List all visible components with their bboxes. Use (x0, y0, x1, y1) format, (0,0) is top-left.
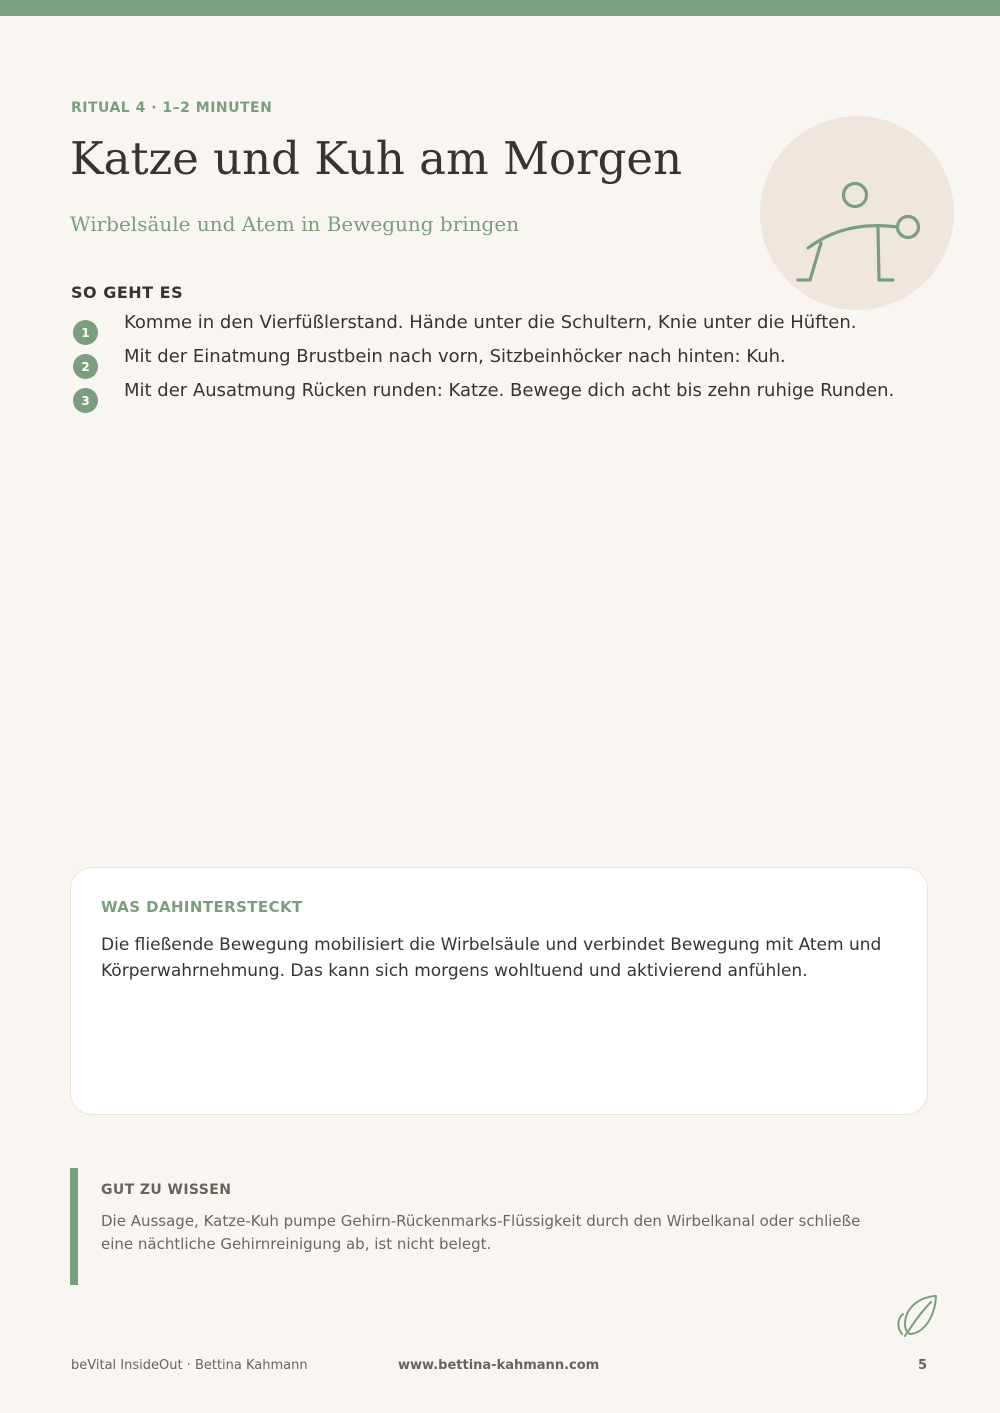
step-text: Mit der Ausatmung Rücken runden: Katze. Bewege dich acht bis zehn ruhige Runden. (124, 380, 895, 401)
info-card-text: Die fließende Bewegung mobilisiert die Wirbelsäule und verbindet Bewegung mit Atem und Körperwahrnehmung. Das kann sich morgens wohltuend und aktivierend anfühlen. (101, 935, 882, 981)
leaf-icon (895, 1292, 941, 1338)
info-card-heading: WAS DAHINTERSTECKT (101, 898, 303, 916)
step-item (72, 309, 902, 340)
step-item (72, 343, 902, 374)
good-to-know-note (70, 1168, 890, 1285)
footer-brand: beVital InsideOut · Bettina Kahmann (71, 1358, 308, 1373)
cat-cow-pose-icon (760, 116, 954, 310)
note-heading: GUT ZU WISSEN (101, 1182, 232, 1198)
top-accent-bar (0, 0, 1000, 16)
ritual-kicker: RITUAL 4 · 1–2 MINUTEN (71, 100, 273, 116)
page-subtitle: Wirbelsäule und Atem in Bewegung bringen (70, 212, 520, 236)
step-number-badge: 1 (73, 320, 98, 345)
page-number: 5 (918, 1358, 928, 1373)
step-item (72, 377, 902, 408)
step-text: Komme in den Vierfüßlerstand. Hände unter die Schultern, Knie unter die Hüften. (124, 312, 857, 333)
steps-list (72, 309, 902, 411)
step-number-badge: 3 (73, 388, 98, 413)
footer-website-link[interactable]: www.bettina-kahmann.com (398, 1358, 600, 1373)
step-number-badge: 2 (73, 354, 98, 379)
step-text: Mit der Einatmung Brustbein nach vorn, Sitzbeinhöcker nach hinten: Kuh. (124, 346, 786, 367)
note-text: Die Aussage, Katze-Kuh pumpe Gehirn-Rückenmarks-Flüssigkeit durch den Wirbelkanal oder schließe eine nächtliche Gehirnreinigung ab, ist nicht belegt. (101, 1212, 861, 1253)
page-title: Katze und Kuh am Morgen (70, 132, 683, 185)
background-info-card (70, 867, 928, 1115)
steps-heading: SO GEHT ES (71, 283, 184, 302)
